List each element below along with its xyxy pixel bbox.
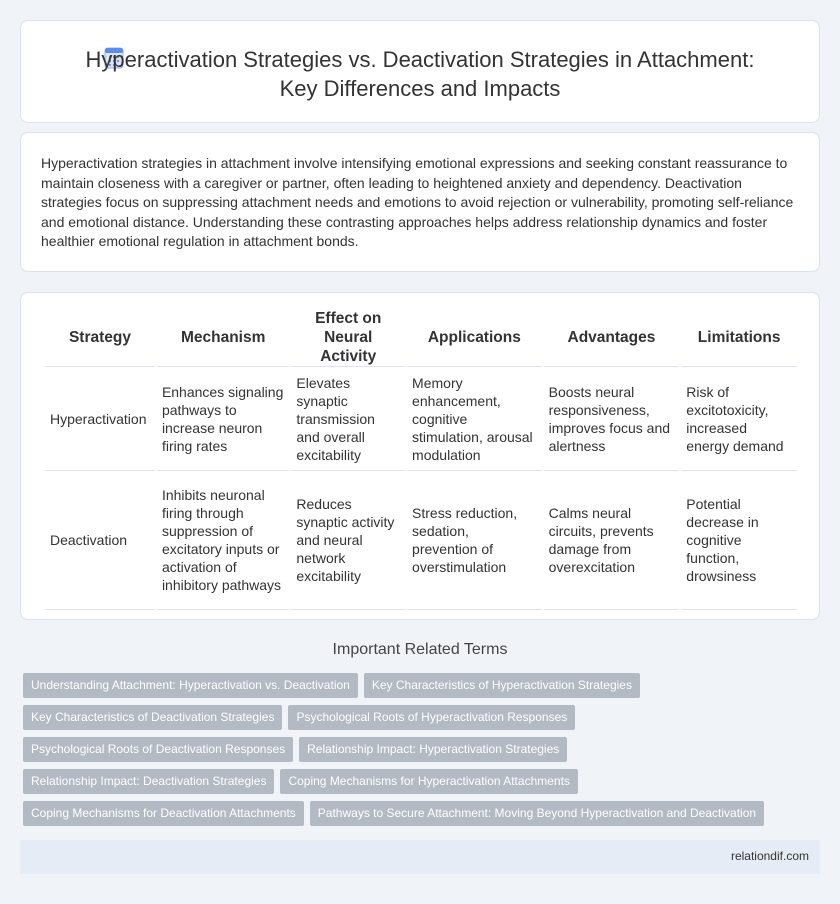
header-advantages: Advantages [544,309,680,367]
header-card [20,20,820,123]
cell-applications: Memory enhancement, cognitive stimulation, arousal modulation [407,367,542,471]
cell-strategy: Deactivation [45,471,155,610]
header-effect: Effect on Neural Activity [291,309,405,367]
table-header-row [45,309,797,367]
header-mechanism: Mechanism [157,309,289,367]
cell-advantages: Boosts neural responsiveness, improves focus and alertness [544,367,680,471]
cell-limitations: Potential decrease in cognitive function, drowsiness [681,471,797,610]
related-tag[interactable]: Key Characteristics of Hyperactivation Strategies [364,673,640,698]
cell-strategy: Hyperactivation [45,367,155,471]
footer [20,840,820,874]
cell-applications: Stress reduction, sedation, prevention of overstimulation [407,471,542,610]
intro-card [20,132,820,272]
table-row [45,367,797,471]
footer-site-link[interactable]: relationdif.com [730,849,809,863]
related-tag[interactable]: Understanding Attachment: Hyperactivation vs. Deactivation [23,673,358,698]
related-tag[interactable]: Coping Mechanisms for Deactivation Attachments [23,801,304,826]
header-applications: Applications [407,309,542,367]
cell-mechanism: Enhances signaling pathways to increase neuron firing rates [157,367,289,471]
related-tag[interactable]: Key Characteristics of Deactivation Strategies [23,705,282,730]
related-tag[interactable]: Psychological Roots of Hyperactivation Responses [288,705,575,730]
tag-row [23,801,770,826]
comparison-table-card [20,292,820,620]
related-terms-title: Important Related Terms [332,641,508,658]
cell-limitations: Risk of excitotoxicity, increased energy demand [681,367,797,471]
tag-row [23,673,646,698]
table-row [45,471,797,610]
related-tag[interactable]: Relationship Impact: Deactivation Strategies [23,769,274,794]
related-tag[interactable]: Coping Mechanisms for Hyperactivation Attachments [280,769,577,794]
cell-effect: Reduces synaptic activity and neural network excitability [291,471,405,610]
tag-row [23,705,581,730]
related-tag[interactable]: Relationship Impact: Hyperactivation Strategies [299,737,567,762]
cell-advantages: Calms neural circuits, prevents damage from overexcitation [544,471,680,610]
cell-mechanism: Inhibits neuronal firing through suppression of excitatory inputs or activation of inhibitory pathways [157,471,289,610]
tag-row [23,769,584,794]
page-title: Hyperactivation Strategies vs. Deactivation Strategies in Attachment: Key Differences and Impacts [85,47,755,101]
related-tag[interactable]: Psychological Roots of Deactivation Responses [23,737,293,762]
intro-paragraph: Hyperactivation strategies in attachment involve intensifying emotional expressions and seeking constant reassurance to maintain closeness with a caregiver or partner, often leading to heightened anxiety and dependency. Deactivation strategies focus on suppressing attachment needs and emotions to avoid rejection or vulnerability, promoting self-reliance and emotional distance. Understanding these contrasting approaches helps address relationship dynamics and foster healthier emotional regulation in attachment bonds. [41,155,794,250]
comparison-table [43,309,799,610]
header-limitations: Limitations [681,309,797,367]
tag-row [23,737,573,762]
related-tag[interactable]: Pathways to Secure Attachment: Moving Beyond Hyperactivation and Deactivation [310,801,764,826]
cell-effect: Elevates synaptic transmission and overall excitability [291,367,405,471]
header-strategy: Strategy [45,309,155,367]
